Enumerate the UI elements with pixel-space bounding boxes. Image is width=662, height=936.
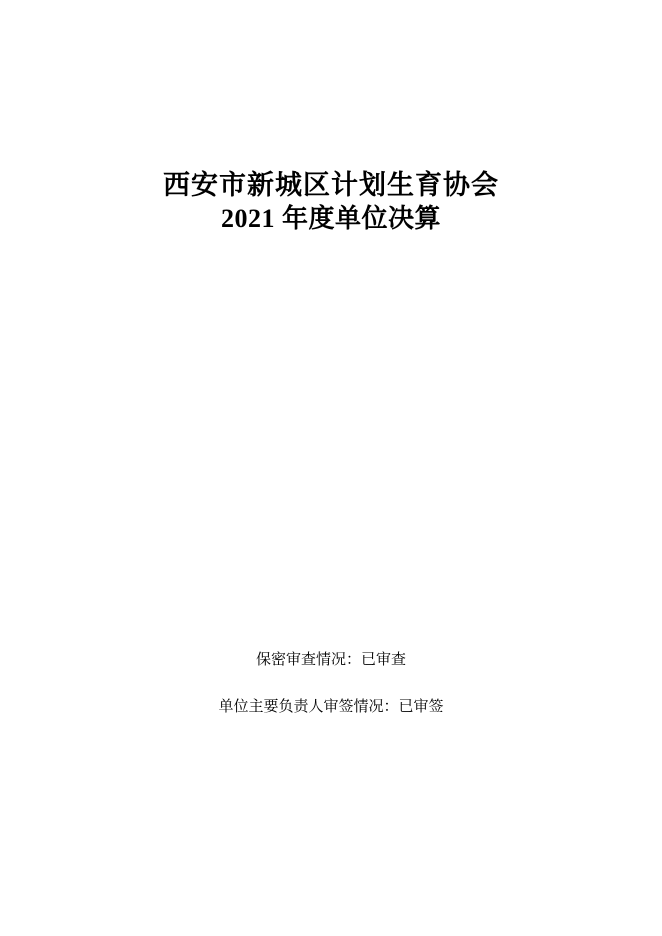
leader-signoff-text: 单位主要负责人审签情况：已审签: [218, 699, 444, 715]
confidentiality-review-text: 保密审查情况：已审查: [255, 652, 406, 668]
confidentiality-review-row: [0, 650, 662, 671]
cover-footer-block: [0, 650, 662, 718]
cover-title-block: [0, 168, 662, 236]
document-title-line-1: 西安市新城区计划生育协会: [163, 170, 499, 200]
leader-signoff-row: [0, 697, 662, 718]
document-title-line-2: 2021 年度单位决算: [220, 204, 441, 233]
